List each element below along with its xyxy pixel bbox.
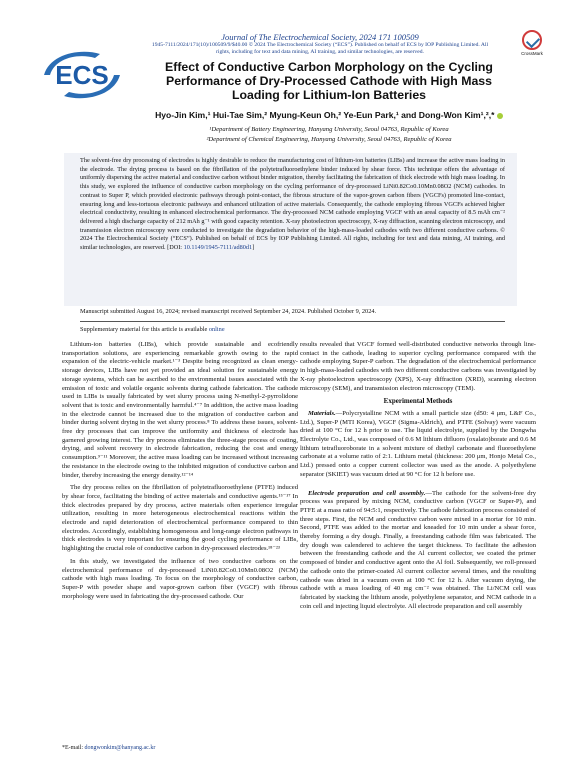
- paragraph-materials: [300, 410, 536, 480]
- footnote-text: *E-mail:: [62, 745, 85, 751]
- affiliation-2: ²Department of Chemical Engineering, Hanyang University, Seoul 04763, Republic of Korea: [206, 136, 452, 143]
- paragraph: results revealed that VGCF formed well-distributed conductive networks through line-contact in the cathode, leading to superior cycling performance compared with the cathode employing Super-P carbon. The degradation of the electrochemical performance in high-mass-loaded cathodes with two different conductive carbons was investigated by X-ray photoelectron spectroscopy (XPS), X-ray diffraction (XRD), scanning electron microscopy (SEM), and transmission electron microscopy (TEM).: [300, 341, 536, 392]
- paragraph-text: —Polycrystalline NCM with a small particle size (d50: 4 μm, L&F Co., Ltd.), Super-P (MTI Korea), VGCF (Sigma-Aldrich), and PTFE (Solvay) were vacuum dried at 100 °C for 12 h prior to use. The liquid electrolyte, supplied by the Dongwha Electrolyte Co., Ltd., was composed of 0.6 M lithium difluoro (oxalato)borate and 0.6 M lithium tetrafluoroborate in a solvent mixture of diethyl carbonate and fluoroethylene carbonate at a volume ratio of 2:1. Lithium metal (thickness: 200 μm, Honjo Metal Co., Ltd.) pressed onto a copper current collector was used as the anode. A polyethylene separator (SKIET) was vacuum dried at 90 °C for 12 h before use.: [300, 409, 536, 478]
- paragraph: Lithium-ion batteries (LIBs), which provide sustainable and ecofriendly transportation solutions, are experiencing remarkable growth owing to the rapid expansion of the electric-vehicle market.¹⁻³ Despite being recognized as clean energy-storage devices, LIBs have not yet provided an ideal solution for sustainable energy storage systems, which can be ascribed to the environmental issues associated with the emission of toxic and volatile organic solvents during cathode fabrication. The cathode used in LIBs is usually fabricated by wet slurry process using N-methyl-2-pyrrolidone solvent that is toxic and environmentally harmful.⁴⁻⁷ In addition, the active mass loading in the electrode cannot be increased due to the migration of conductive carbon and binder during solvent drying in the wet slurry process.⁸ To address these issues, solvent-free dry processes that can improve the uniformity and thickness of electrode has garnered growing interest. The dry process eliminates the three-stage process of coating, drying, and solvent recovery in electrode fabrication, reducing the cost and energy consumption.⁹⁻¹¹ Moreover, the active mass loading can be increased without increasing the resistance in the electrode owing to the inhibited migration of conductive carbon and binder, thereby increasing the energy density.¹²⁻¹⁴: [62, 341, 298, 479]
- journal-citation: Journal of The Electrochemical Society, 2024 171 100509: [221, 32, 419, 42]
- supplementary-note: [80, 326, 505, 333]
- email-link[interactable]: dongwonkim@hanyang.ac.kr: [84, 745, 156, 751]
- subsection-heading: Electrode preparation and cell assembly.: [308, 489, 426, 497]
- article-title: Effect of Conductive Carbon Morphology on the Cycling Performance of Dry-Processed Cathode with High Mass Loading for Lithium-Ion Batteries: [165, 60, 493, 102]
- crossmark-icon: [522, 30, 542, 50]
- supplementary-link[interactable]: online: [208, 326, 225, 333]
- ecs-logo-text: ECS: [55, 60, 109, 90]
- supplementary-text: Supplementary material for this article is available: [80, 326, 209, 333]
- paragraph: In this study, we investigated the influence of two conductive carbons on the electrochemical performance of dry-processed LiNi0.82Co0.10Mn0.08O2 (NCM) cathode with high mass loading. To focus on the morphology of conductive carbon, Super-P with powder shape and vapor-grown carbon fiber (VGCF) with fibrous morphology were used in fabricating the dry-processed cathode. Our: [62, 557, 298, 600]
- paragraph-text: —The cathode for the solvent-free dry process was prepared by mixing NCM, conductive carbon (VGCF or Super-P), and PTFE at a mass ratio of 94:5:1, respectively. The cathode fabrication process consisted of three steps. First, the NCM and conductive carbon were mixed in a mortar for 10 min. Second, PTFE was added to the mortar and kneaded for 10 min under a shear force, thereby forming a dry dough. Finally, a freestanding cathode film was fabricated. The dry dough was calendered to achieve the target thickness. To facilitate the adhesion between the freestanding cathode and the Al current collector, we coated the primer composed of binder and conductive agent onto the Al foil. Subsequently, we roll-pressed the cathode onto the primer-coated Al current collector several times, and the resulting cathode was dried in a vacuum oven at 100 °C for 12 h. After vacuum drying, the cathode with a mass loading of 40 mg cm⁻² was obtained. The Li/NCM cell was fabricated by stacking the lithium anode, polyethylene separator, and NCM cathode in a coin cell and injecting liquid electrolyte. All electrode preparation and cell assembly: [300, 489, 536, 610]
- crossmark-label: CrossMark: [521, 51, 543, 56]
- crossmark-badge[interactable]: [518, 30, 546, 56]
- author-names: Hyo-Jin Kim,¹ Hui-Tae Sim,² Myung-Keun Oh,² Ye-Eun Park,¹ and Dong-Won Kim¹,²,*: [155, 110, 495, 120]
- orcid-icon[interactable]: [497, 113, 503, 119]
- journal-meta: [150, 42, 490, 56]
- corresponding-footnote: [62, 745, 155, 751]
- abstract: [80, 157, 505, 253]
- paragraph-preparation: [300, 490, 536, 612]
- divider: [80, 321, 505, 322]
- affiliation-1: ¹Department of Battery Engineering, Hanyang University, Seoul 04763, Republic of Korea: [209, 126, 449, 133]
- journal-meta-line: rights, including for text and data mining, AI training, and similar technologies, are reserved.: [216, 49, 424, 55]
- journal-meta-line: 1945-7111/2024/171(10)/100509/9/$40.00 © 2024 The Electrochemical Society (“ECS”). Published on behalf of ECS by IOP Publishing Limited. All: [151, 42, 489, 48]
- author-list: [150, 110, 508, 120]
- left-column: [62, 341, 298, 601]
- ecs-logo: [40, 46, 124, 104]
- abstract-copyright: © 2024 The Electrochemical Society (“ECS”). Published on behalf of ECS by IOP Publishing Limited. All rights, including for text and data mining, AI training, and similar technologies, are reserved. [DOI:: [80, 226, 505, 252]
- doi-link[interactable]: 10.1149/1945-7111/ad80d1: [183, 244, 253, 252]
- manuscript-dates: Manuscript submitted August 16, 2024; revised manuscript received September 24, 2024. Published October 9, 2024.: [80, 308, 377, 315]
- abstract-copyright-end: ]: [252, 244, 255, 252]
- section-heading: Experimental Methods: [383, 397, 453, 406]
- paragraph: The dry process relies on the fibrillation of polytetrafluoroethylene (PTFE) induced by shear force, facilitating the binding of active materials and conductive agents.¹⁵⁻¹⁷ In thick electrodes prepared by dry process, active materials often experience irregular utilization, resulting in more heterogeneous electrochemical reactions within the electrode and rapid deterioration of electrochemical performance compared to thin electrodes. Accordingly, establishing homogeneous and long-range electron pathways in thick electrodes is very important for ensuring the good cycling performance of LIBs, highlighting the crucial role of conductive carbon in dry-processed electrodes.¹⁸⁻²³: [62, 484, 298, 553]
- subsection-heading: Materials.: [308, 409, 336, 417]
- right-column: [300, 341, 536, 611]
- abstract-text: The solvent-free dry processing of electrodes is highly desirable to reduce the manufacturing cost of lithium-ion batteries (LIBs) and increase the active mass loading in the electrode. The drying process is based on the fibrillation of the polytetrafluoroethylene binder induced by shear force. This technique offers the advantage of uniformly dispersing the active material and conductive carbon without binder migration, thereby facilitating the fabrication of thick electrode with high mass loading. In this study, we explored the influence of conductive carbon morphology on the cycling performance of dry-processed LiNi0.82Co0.10Mn0.08O2 (NCM) cathodes. In contrast to Super P, which provided electronic pathways through point-contact, the fibrous structure of the vapor-grown carbon fibers (VGCFs) promoted line-contact, ensuring long and less-tortuous electronic pathways and enhanced utilization of active materials. Consequently, the cathode employing fibrous VGCFs achieved higher electrical conductivity, resulting in enhanced electrochemical performance. The dry-processed NCM cathode employing VGCF with an areal capacity of 8.5 mAh cm⁻² delivered a high discharge capacity of 212 mAh g⁻¹ with good capacity retention. X-ray photoelectron spectroscopy, X-ray diffraction, scanning electron microscopy, and transmission electron microscopy were conducted to investigate the degradation behavior of the high-mass-loaded cathodes with two different conductive carbons.: [80, 157, 505, 234]
